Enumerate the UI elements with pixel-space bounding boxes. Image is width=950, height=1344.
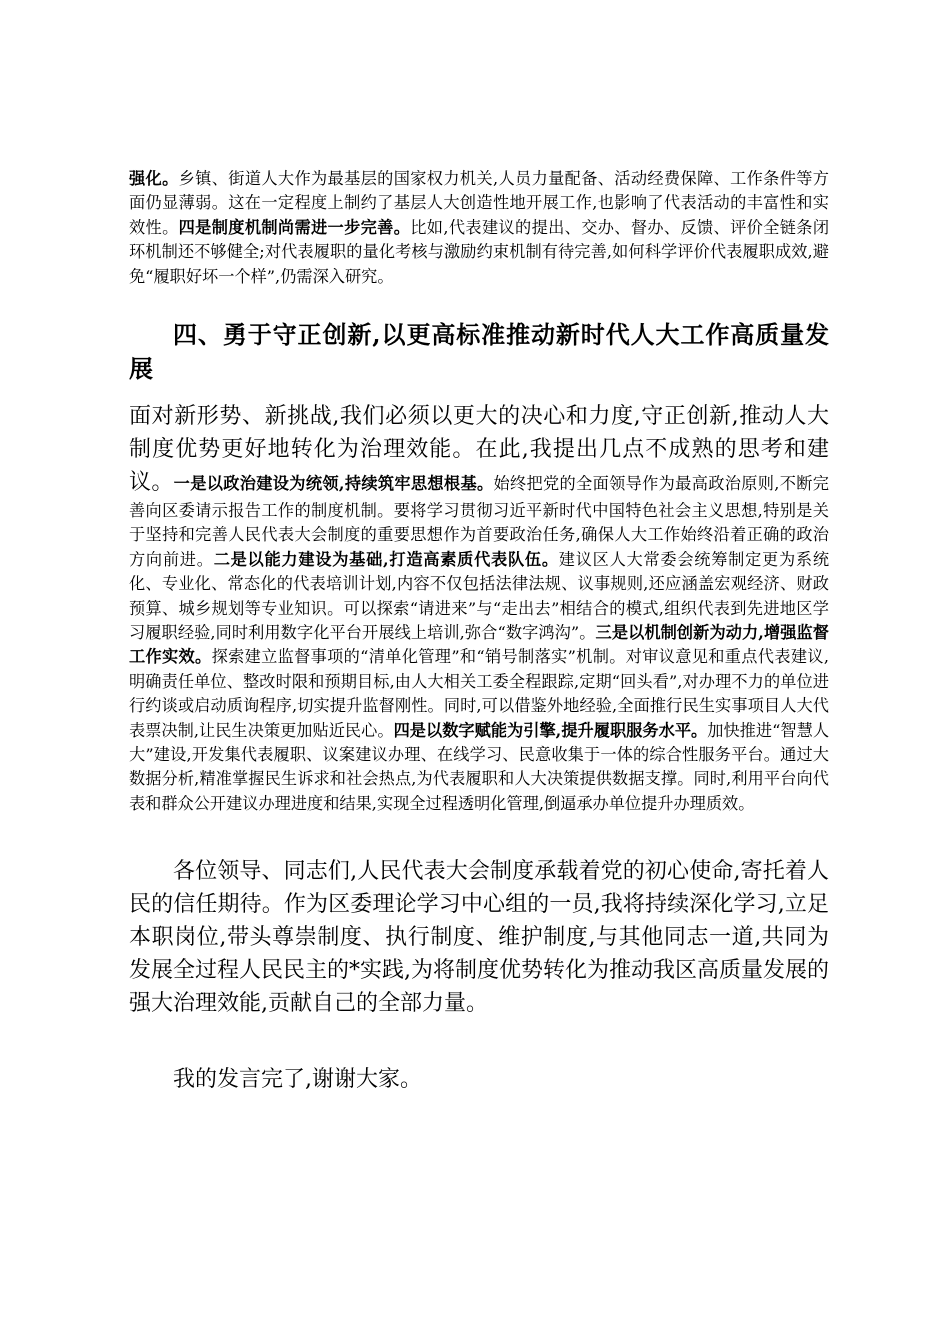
closing-paragraph: 各位领导、同志们,人民代表大会制度承载着党的初心使命,寄托着人民的信任期待。作为区委理论学习中心组的一员,我将持续深化学习,立足本职岗位,带头尊崇制度、执行制度、维护制度,与其他同志一道,共同为发展全过程人民民主的*实践,为将制度优势转化为推动我区高质量发展的强大治理效能,贡献自己的全部力量。	[129, 859, 829, 1016]
paragraph-text: 始终把党的全面领导作为最高政治原则,不断完善向区委请示报告工作的制度机制。要将学习贯彻习近平新时代中国特色社会主义思想,特别是关于坚持和完善人民代表大会制度的重要思想作为首要政治任务,确保人大工作始终沿着正确的政治方向前进。	[129, 474, 829, 569]
paragraph-text: 探索建立监督事项的“清单化管理”和“销号制落实”机制。对审议意见和重点代表建议,明确责任单位、整改时限和预期目标,由人大相关工委全程跟踪,定期“回头看”,对办理不力的单位进行约谈或启动质询程序,切实提升监督刚性。同时,可以借鉴外地经验,全面推行民生实事项目人大代表票决制,让民生决策更加贴近民心。	[129, 647, 830, 740]
bold-point: 一是以政治建设为统领,持续筑牢思想根基。	[173, 474, 494, 493]
bold-lead: 强化。	[129, 169, 179, 188]
paragraph-text: 加快推进“智慧人大”建设,开发集代表履职、议案建议办理、在线学习、民意收集于一体的综合性服务平台。通过大数据分析,精准掌握民生诉求和社会热点,为代表履职和人大决策提供数据支撑。同时,利用平台向代表和群众公开建议办理进度和结果,实现全过程透明化管理,倒逼承办单位提升办理质效。	[129, 720, 830, 813]
paragraph-text: 乡镇、街道人大作为最基层的国家权力机关,人员力量配备、活动经费保障、工作条件等方面仍显薄弱。这在一定程度上制约了基层人大创造性地开展工作,也影响了代表活动的丰富性和实效性。	[129, 169, 829, 237]
bold-point: 三是以机制创新为动力,增强监督工作实效。	[129, 623, 829, 667]
bold-point: 四是以数字赋能为引擎,提升履职服务水平。	[393, 720, 708, 740]
paragraph-text: 建议区人大常委会统筹制定更为系统化、专业化、常态化的代表培训计划,内容不仅包括法律法规、议事规则,还应涵盖宏观经济、财政预算、城乡规划等专业知识。可以探索“请进来”与“走出去”相结合的模式,组织代表到先进地区学习履职经验,同时利用数字化平台开展线上培训,弥合“数字鸿沟”。	[129, 549, 830, 643]
final-line: 我的发言完了,谢谢大家。	[173, 1067, 422, 1092]
paragraph-text: 比如,代表建议的提出、交办、督办、反馈、评价全链条闭环机制还不够健全;对代表履职的量化考核与激励约束机制有待完善,如何科学评价代表履职成效,避免“履职好坏一个样”,仍需深入研究。	[129, 217, 830, 286]
paragraph-suggestions	[129, 400, 829, 816]
bold-point: 四是制度机制尚需进一步完善。	[178, 217, 411, 237]
section-heading: 四、勇于守正创新,以更高标准推动新时代人大工作高质量发展	[129, 320, 829, 383]
suggestions-body	[129, 474, 829, 813]
bold-point: 二是以能力建设为基础,打造高素质代表队伍。	[213, 549, 559, 569]
paragraph-challenges	[129, 167, 829, 289]
intro-text: 面对新形势、新挑战,我们必须以更大的决心和力度,守正创新,推动人大制度优势更好地转化为治理效能。在此,我提出几点不成熟的思考和建议。	[129, 404, 829, 495]
